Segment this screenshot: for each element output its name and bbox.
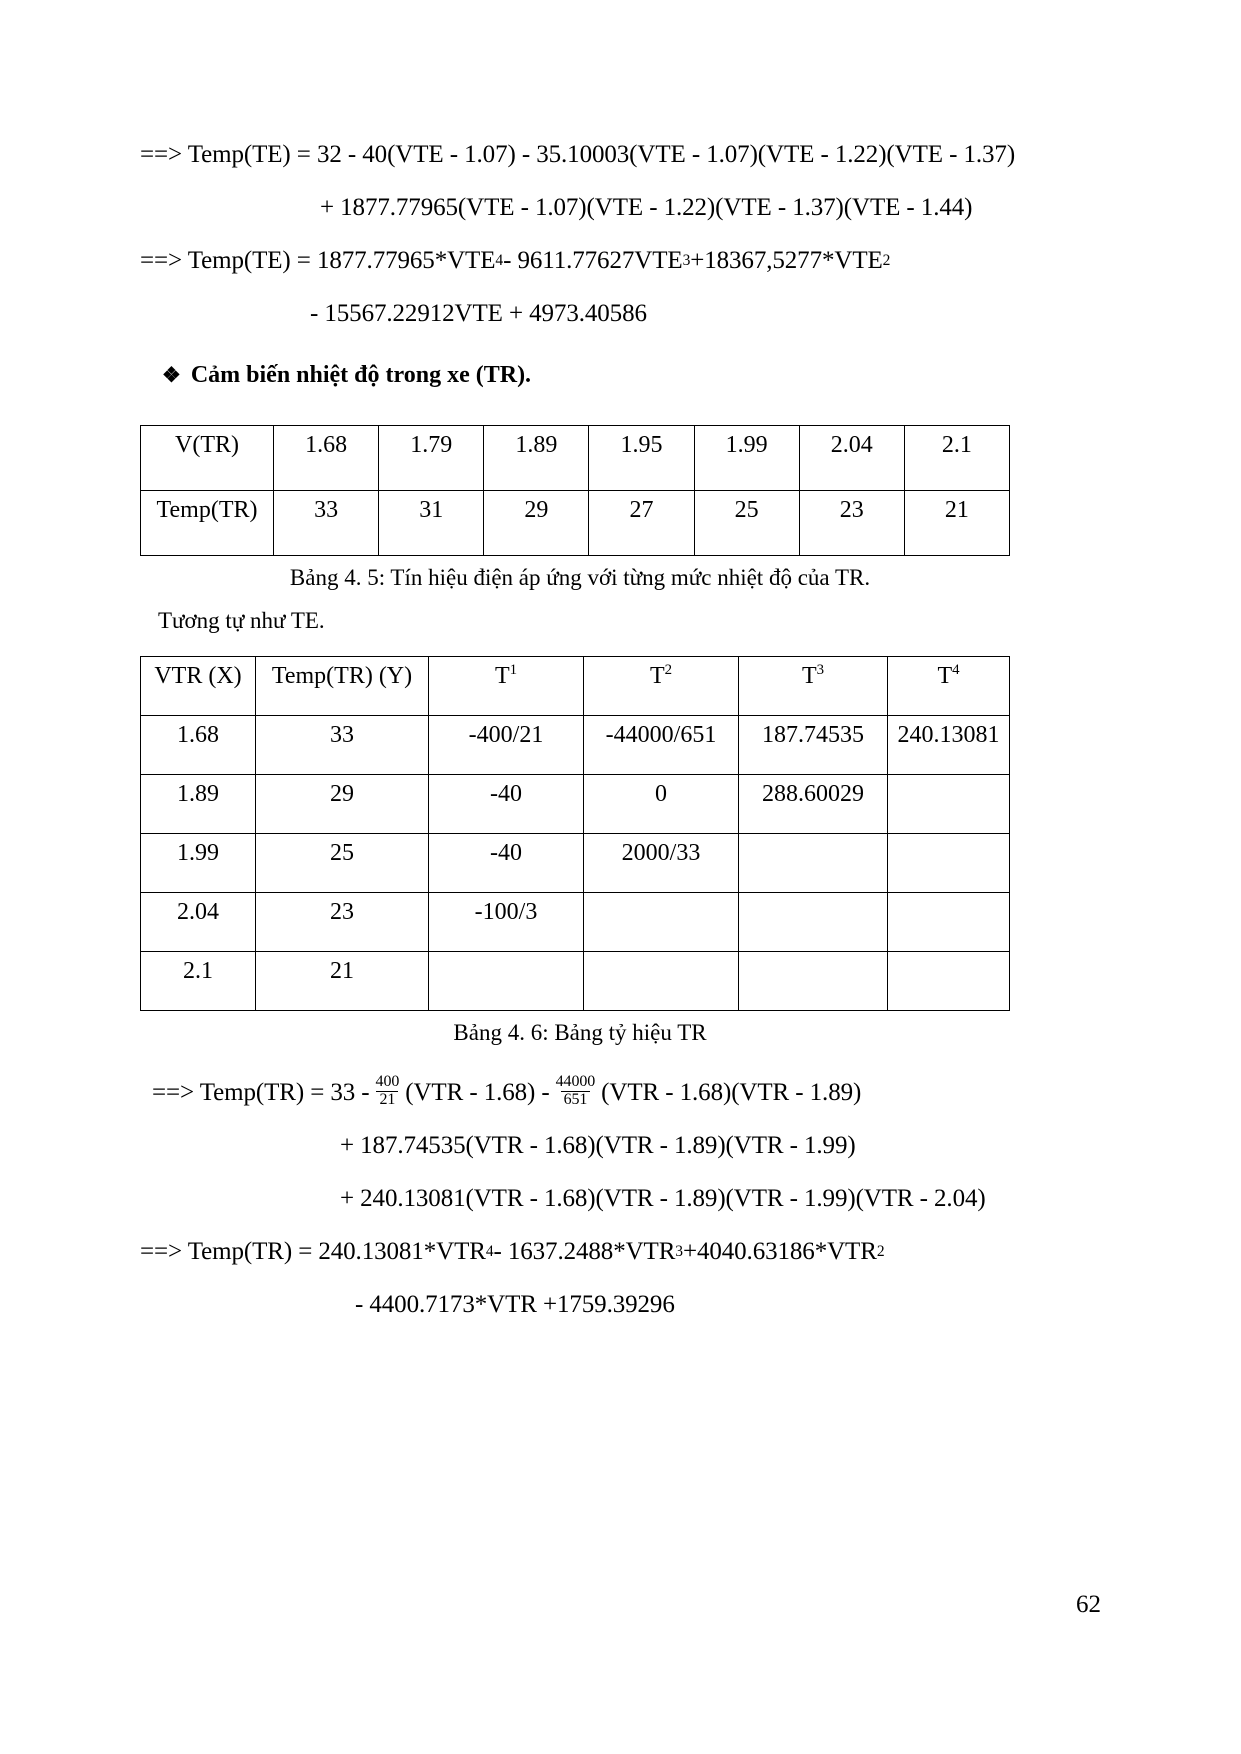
table-row — [141, 834, 1010, 893]
table-cell: 1.89 — [141, 775, 256, 834]
table-row — [141, 893, 1010, 952]
table-cell: 33 — [274, 491, 379, 556]
section-heading-tr-label: Cảm biến nhiệt độ trong xe (TR). — [190, 362, 532, 388]
fraction-denominator: 21 — [376, 1091, 398, 1109]
table-cell: 1.89 — [484, 426, 589, 491]
equation-tr-line-1-p1: ==> Temp(TR) = 33 - — [152, 1079, 370, 1106]
table-row — [141, 716, 1010, 775]
equation-te-expanded-tail — [140, 287, 1020, 340]
table-45 — [140, 425, 1010, 556]
table-cell — [584, 893, 739, 952]
equation-tr-expanded-tail-text: - 4400.7173*VTR +1759.39296 — [355, 1291, 675, 1318]
equation-tr-line-2-text: + 187.74535(VTR - 1.68)(VTR - 1.89)(VTR - 1.99) — [340, 1132, 856, 1159]
table-cell: 0 — [584, 775, 739, 834]
diamond-bullet-icon: ❖ — [162, 363, 181, 387]
equation-tr-line-1-p3: (VTR - 1.68)(VTR - 1.89) — [601, 1079, 862, 1106]
table-cell: 21 — [904, 491, 1009, 556]
table-cell: 1.79 — [379, 426, 484, 491]
table-cell — [739, 952, 888, 1011]
equation-te-expanded-mid1: - 9611.77627VTE — [503, 247, 683, 274]
table-46-caption: Bảng 4. 6: Bảng tỷ hiệu TR — [453, 1020, 707, 1045]
equation-te-expanded-line: ==> Temp(TE) = 1877.77965*VTE 4 - 9611.77627VTE 3 +18367,5277*VTE 2 — [140, 247, 891, 274]
table-row — [141, 775, 1010, 834]
table-row — [141, 491, 1010, 556]
table-header-row — [141, 657, 1010, 716]
table-cell: -400/21 — [429, 716, 584, 775]
equation-te-expanded-mid2: +18367,5277*VTE — [690, 247, 883, 274]
table-cell — [429, 952, 584, 1011]
table-cell: 187.74535 — [739, 716, 888, 775]
equation-tr-expanded-prefix: ==> Temp(TR) = 240.13081*VTR — [140, 1238, 486, 1265]
equation-tr-expanded-line: ==> Temp(TR) = 240.13081*VTR 4 - 1637.2488*VTR 3 +4040.63186*VTR 2 — [140, 1238, 885, 1265]
table-45-caption: Bảng 4. 5: Tín hiệu điện áp ứng với từng mức nhiệt độ của TR. — [289, 565, 871, 590]
header-sup: 4 — [952, 662, 960, 678]
table-cell: 29 — [256, 775, 429, 834]
table-46-head — [141, 657, 1010, 716]
table-cell: 240.13081 — [888, 716, 1010, 775]
equation-tr-line-1-p2: (VTR - 1.68) - — [405, 1079, 550, 1106]
equation-te-expanded-tail-text: - 15567.22912VTE + 4973.40586 — [310, 300, 647, 327]
table-46-header-t2 — [584, 657, 739, 716]
page-content — [140, 0, 1020, 1331]
header-text: T — [649, 663, 665, 689]
fraction-44000-651 — [553, 1074, 599, 1109]
table-46-header-t3 — [739, 657, 888, 716]
table-cell: -44000/651 — [584, 716, 739, 775]
table-cell: 29 — [484, 491, 589, 556]
table-46-header-t4 — [888, 657, 1010, 716]
equation-te-line-2 — [140, 181, 1020, 234]
table-45-body — [141, 426, 1010, 556]
table-cell: 25 — [694, 491, 799, 556]
header-text: T — [494, 663, 510, 689]
table-cell: 2.04 — [799, 426, 904, 491]
equation-tr-line-3 — [140, 1172, 1020, 1225]
header-sup: 1 — [509, 662, 518, 678]
paragraph-tuong-tu: Tương tự như TE. — [158, 608, 325, 633]
fraction-denominator: 651 — [561, 1091, 591, 1109]
fraction-400-21 — [373, 1074, 403, 1109]
table-46-header-t1 — [429, 657, 584, 716]
table-46-body — [141, 716, 1010, 1011]
table-cell — [739, 834, 888, 893]
table-cell: -40 — [429, 775, 584, 834]
fraction-numerator: 44000 — [555, 1073, 596, 1091]
table-cell — [888, 893, 1010, 952]
table-cell: 2.1 — [141, 952, 256, 1011]
table-cell: 1.68 — [274, 426, 379, 491]
header-sup: 2 — [664, 662, 673, 678]
table-45-row-label: Temp(TR) — [141, 491, 274, 556]
table-46-header-temp — [256, 657, 429, 716]
table-cell: 1.99 — [141, 834, 256, 893]
table-cell: -40 — [429, 834, 584, 893]
table-row — [141, 426, 1010, 491]
section-heading-tr — [140, 362, 1020, 389]
table-cell: 1.95 — [589, 426, 694, 491]
page-number: 62 — [1076, 1591, 1101, 1618]
table-46 — [140, 656, 1010, 1011]
equation-te-line-1 — [140, 128, 1020, 181]
equation-tr-line-3-text: + 240.13081(VTR - 1.68)(VTR - 1.89)(VTR - 1.99)(VTR - 2.04) — [340, 1185, 986, 1212]
equation-tr-expanded-tail — [140, 1278, 1020, 1331]
table-cell — [888, 775, 1010, 834]
equation-te-line-1-text: ==> Temp(TE) = 32 - 40(VTE - 1.07) - 35.10003(VTE - 1.07)(VTE - 1.22)(VTE - 1.37) — [140, 141, 1016, 168]
table-cell: 288.60029 — [739, 775, 888, 834]
table-cell: 2.1 — [904, 426, 1009, 491]
equation-tr-expanded-mid1: - 1637.2488*VTR — [493, 1238, 676, 1265]
table-cell: 21 — [256, 952, 429, 1011]
table-cell: 23 — [799, 491, 904, 556]
table-cell: 27 — [589, 491, 694, 556]
equation-tr-line-1 — [140, 1066, 1020, 1119]
table-cell: 1.68 — [141, 716, 256, 775]
equation-tr-expanded-mid2: +4040.63186*VTR — [682, 1238, 877, 1265]
equation-tr-line-2 — [140, 1119, 1020, 1172]
table-cell — [739, 893, 888, 952]
header-sup: 3 — [816, 662, 825, 678]
table-46-header-vtr — [141, 657, 256, 716]
table-row — [141, 952, 1010, 1011]
header-text: VTR (X) — [154, 663, 242, 689]
header-text: Temp(TR) (Y) — [271, 663, 413, 689]
table-cell — [888, 952, 1010, 1011]
equation-te-expanded-prefix: ==> Temp(TE) = 1877.77965*VTE — [140, 247, 496, 274]
table-cell: 23 — [256, 893, 429, 952]
table-cell: 1.99 — [694, 426, 799, 491]
table-cell: 2.04 — [141, 893, 256, 952]
table-cell — [888, 834, 1010, 893]
fraction-numerator: 400 — [375, 1073, 400, 1091]
table-cell: -100/3 — [429, 893, 584, 952]
equation-te-line-2-text: + 1877.77965(VTE - 1.07)(VTE - 1.22)(VTE - 1.37)(VTE - 1.44) — [320, 194, 973, 221]
table-cell: 25 — [256, 834, 429, 893]
table-cell: 31 — [379, 491, 484, 556]
header-text: T — [937, 663, 953, 689]
table-cell: 33 — [256, 716, 429, 775]
header-text: T — [801, 663, 817, 689]
table-cell: 2000/33 — [584, 834, 739, 893]
table-cell — [584, 952, 739, 1011]
table-45-row-label: V(TR) — [141, 426, 274, 491]
